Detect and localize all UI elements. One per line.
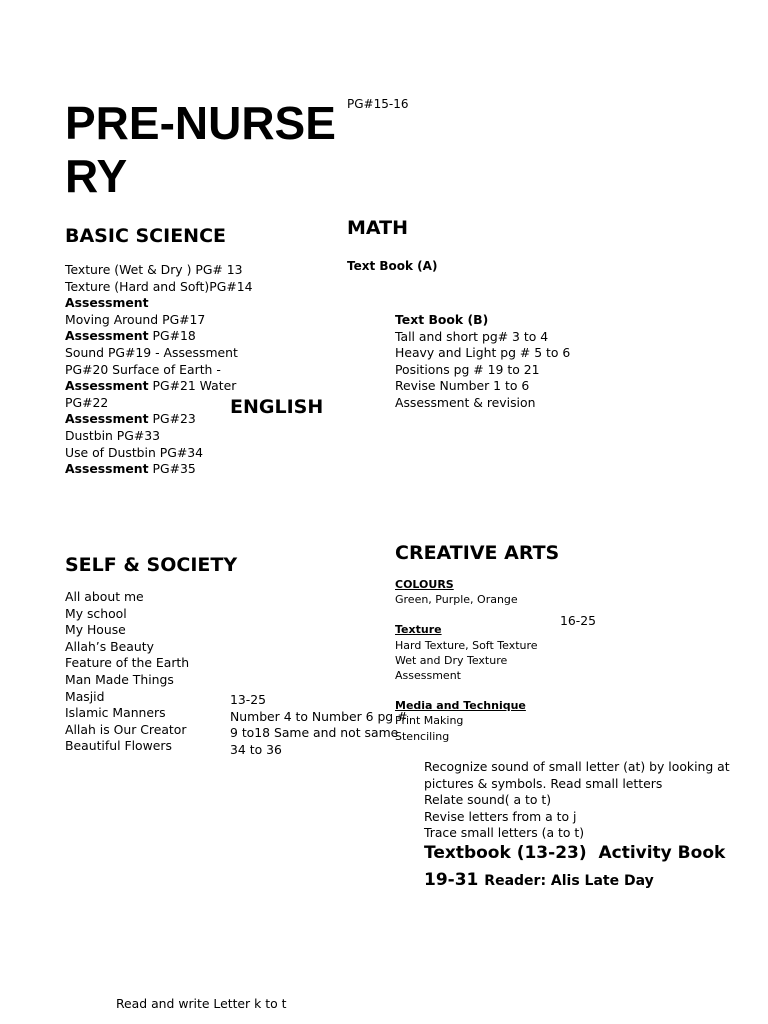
list-item: Assessment & revision: [395, 394, 536, 410]
activity-pages: 19-31: [424, 870, 485, 890]
text-line: Trace small letters (a to t): [424, 825, 585, 841]
text-line: Revise letters from a to j: [424, 808, 577, 824]
list-item: My school: [65, 605, 127, 621]
list-item: My House: [65, 622, 126, 638]
list-item: Dustbin PG#33: [65, 427, 161, 443]
list-item: Tall and short pg# 3 to 4: [395, 328, 549, 344]
list-item: All about me: [65, 589, 144, 604]
title-line-2: RY: [65, 150, 128, 202]
item-text: PG#23: [148, 411, 196, 427]
list-item: Assessment: [395, 669, 461, 683]
list-item: PG#22: [65, 394, 109, 410]
list-item: Moving Around PG#17: [65, 311, 206, 327]
assessment-label: Assessment: [65, 411, 149, 427]
list-item: Feature of the Earth: [65, 655, 190, 671]
reader-title: Reader: Alis Late Day: [484, 873, 654, 889]
list-item: Positions pg # 19 to 21: [395, 361, 540, 377]
text-line: 34 to 36: [230, 741, 282, 757]
basic-science-list: [65, 262, 325, 478]
item-text: PG#18: [148, 328, 196, 344]
list-item: [65, 328, 325, 345]
list-item: Man Made Things: [65, 671, 174, 687]
list-item: Masjid: [65, 688, 105, 704]
self-society-heading: SELF & SOCIETY: [65, 554, 238, 576]
list-item: Stenciling: [395, 729, 450, 743]
assessment-label: Assessment: [65, 295, 149, 311]
colours-label: COLOURS: [395, 578, 454, 591]
title-line-1: PRE-NURSE: [65, 97, 336, 149]
list-item: Texture (Wet & Dry ) PG# 13: [65, 262, 243, 277]
list-item: Print Making: [395, 714, 464, 728]
creative-arts-heading: CREATIVE ARTS: [395, 542, 560, 564]
texture-label: Texture: [395, 623, 442, 637]
text-line: Number 4 to Number 6 pg #: [230, 708, 408, 724]
self-society-list: [65, 589, 225, 755]
list-item: Heavy and Light pg # 5 to 6: [395, 345, 571, 361]
list-item: [65, 461, 325, 478]
math-textbook-a: Text Book (A): [347, 259, 438, 273]
list-item: [65, 279, 325, 312]
list-item: Wet and Dry Texture: [395, 653, 508, 667]
list-item: [65, 378, 325, 395]
footer-note: Read and write Letter k to t: [116, 996, 287, 1011]
page-reference: PG#15-16: [347, 97, 409, 111]
list-item: Beautiful Flowers: [65, 738, 172, 754]
list-item: Hard Texture, Soft Texture: [395, 638, 538, 652]
creative-arts-block: [395, 577, 615, 744]
list-item: Allah is Our Creator: [65, 721, 187, 737]
text-line: Recognize sound of small letter (at) by looking at: [424, 759, 730, 774]
textbook-line: Textbook (13-23) Activity Book: [424, 843, 726, 863]
assessment-label: Assessment: [65, 328, 149, 344]
list-item: Use of Dustbin PG#34: [65, 444, 203, 460]
english-books: [424, 840, 744, 895]
item-text: PG#21 Water: [148, 378, 237, 394]
creative-arts-pages: 16-25: [560, 613, 597, 628]
text-line: 13-25: [230, 692, 267, 707]
text-line: pictures & symbols. Read small letters: [424, 775, 663, 791]
text-line: Relate sound( a to t): [424, 792, 552, 808]
basic-science-heading: BASIC SCIENCE: [65, 225, 226, 247]
assessment-label: Assessment: [65, 461, 149, 477]
reader-line: [424, 867, 744, 895]
math-pages-block: [230, 692, 408, 758]
math-textbook-b-block: [395, 312, 675, 412]
list-item: PG#20 Surface of Earth -: [65, 361, 221, 377]
math-textbook-b: Text Book (B): [395, 312, 489, 327]
media-label: Media and Technique: [395, 699, 526, 713]
colours-text: Green, Purple, Orange: [395, 593, 518, 607]
page-title: [65, 97, 336, 203]
item-text: Texture (Hard and Soft)PG#14: [65, 278, 253, 294]
math-heading: MATH: [347, 217, 408, 239]
english-heading: ENGLISH: [230, 396, 324, 418]
assessment-label: Assessment: [65, 378, 149, 394]
list-item: Allah’s Beauty: [65, 638, 154, 654]
list-item: Revise Number 1 to 6: [395, 378, 530, 394]
english-block: [424, 759, 730, 842]
list-item: Islamic Manners: [65, 705, 166, 721]
list-item: Sound PG#19 - Assessment: [65, 344, 238, 360]
item-text: PG#35: [148, 461, 196, 477]
text-line: 9 to18 Same and not same: [230, 725, 399, 741]
